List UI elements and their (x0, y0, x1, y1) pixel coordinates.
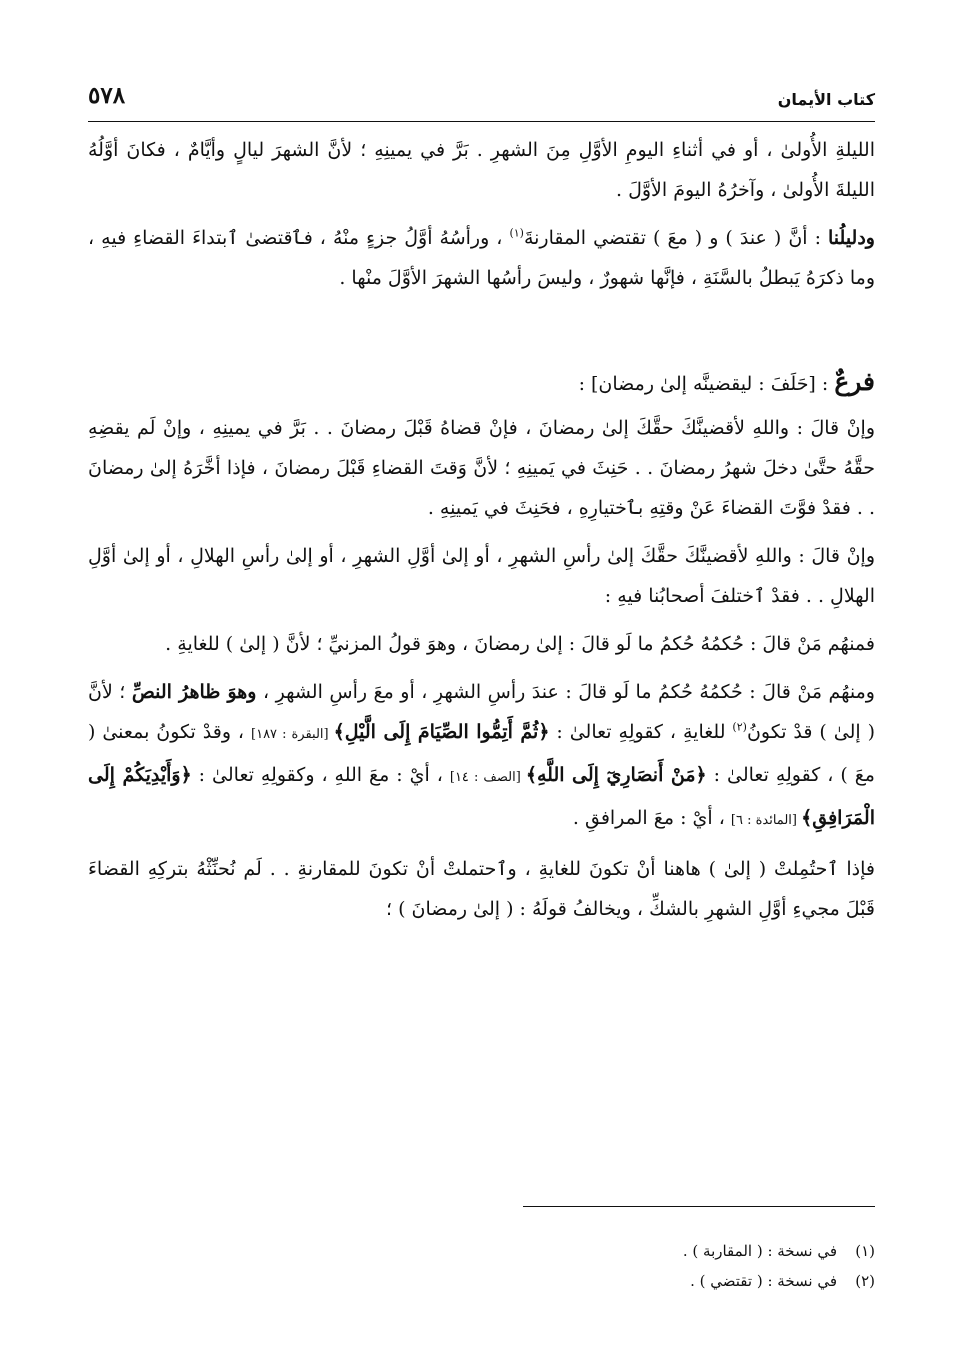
paragraph-2-text-b: ، ورأسُهُ أوَّلُ جزءٍ منْهُ ، فٱقتضىٰ ٱبتداءَ القضاءِ فيهِ ، وما ذكرَهُ يَبطلُ بالسَّنَةِ ، فإنَّها شهورٌ ، وليسَ رأسُها الشهرَ الأوَّلَ منْها . (88, 227, 875, 289)
quran-ref-1: [البقرة : ١٨٧] (251, 727, 334, 742)
paragraph-1: الليلةِ الأُولىٰ ، أو في أثناءِ اليومِ الأوَّلِ مِنَ الشهرِ . بَرَّ في يمينِهِ ؛ لأنَّ الشهرَ ليالٍ وأيَّامٌ ، فكانَ أوَّلُهُ الليلةَ الأُولىٰ ، وآخرُهُ اليومَ الأوَّلَ . (88, 139, 875, 201)
paragraph-6 (88, 672, 875, 841)
section-heading (88, 362, 875, 404)
p6-text-e: ، أيْ : معَ اللهِ ، وكقولِهِ تعالىٰ : (191, 764, 450, 786)
quran-verse-2: ﴿مَنْ أَنصَارِيٓ إِلَى اللَّهِ﴾ (525, 764, 707, 786)
page-number: ٥٧٨ (88, 82, 126, 109)
paragraph-2 (88, 218, 875, 298)
footnotes (88, 1236, 875, 1296)
p6-text-a: ومنهُم مَنْ قالَ : حُكمُهُ حُكمُ ما لَو قالَ : عندَ رأسِ الشهرِ ، أو معَ رأسِ الشهرِ ، (256, 681, 875, 703)
page-header (88, 82, 875, 118)
footnote-2-number: (٢) (855, 1272, 875, 1290)
quran-ref-3: [المائدة : ٦] (730, 813, 802, 828)
p6-text-d: ، وقدْ تكونُ بمعنىٰ ( معَ ) ، كقولِهِ تعالىٰ : (88, 721, 875, 786)
footnote-rule (523, 1206, 875, 1207)
p6-text-f: ، أيْ : معَ المرافقِ . (572, 807, 731, 829)
header-rule (88, 121, 875, 122)
quran-verse-3: ﴿وَأَيْدِيَكُمْ إِلَى الْمَرَافِقِ﴾ (88, 764, 875, 829)
p6-text-b: ؛ لأنَّ ( إلىٰ ) قدْ تكونُ (88, 681, 876, 743)
paragraph-2-text-a: : أنَّ ( عندَ ) و ( معَ ) تقتضي المقارنةَ (523, 227, 829, 249)
p6-text-c: للغايةِ ، كقولِهِ تعالىٰ : (549, 721, 733, 743)
quran-verse-1: ﴿ثُمَّ أَتِمُّوا الصِّيَامَ إِلَى الَّيْلِ﴾ (333, 721, 550, 743)
quran-ref-2: [الصف : ١٤] (449, 770, 526, 785)
p6-bold-a: وهوَ ظاهرُ النصِّ (131, 681, 257, 703)
footnote-1-number: (١) (855, 1242, 875, 1260)
paragraph-5: فمنهُم مَنْ قالَ : حُكمُهُ حُكمُ ما لَو قالَ : إلىٰ رمضانَ ، وهوَ قولُ المزنيِّ ؛ لأنَّ ( إلىٰ ) للغايةِ . (165, 633, 875, 655)
footnote-2-text: في نسخة : ( تقتضي ) . (690, 1272, 837, 1290)
footnote-marker-1: (١) (509, 226, 524, 240)
running-title: كتاب الأيمان (777, 90, 875, 109)
footnote-marker-2: (٢) (732, 720, 747, 734)
heading-title: : [حَلَفَ : ليقضينَّه إلىٰ رمضان] : (578, 373, 835, 395)
paragraph-7: فإذا ٱحتُمِلتْ ( إلىٰ ) هاهنا أنْ تكونَ للغايةِ ، وٱحتملتْ أنْ تكونَ للمقارنةِ . . لَم نُحنِّثْهُ بتركِهِ القضاءَ قَبْلَ مجيءِ أوَّلِ الشهرِ بالشكِّ ، ويخالفُ قولَهُ : ( إلىٰ رمضانَ ) ؛ (88, 858, 875, 920)
main-text (88, 130, 875, 929)
footnote-1 (88, 1236, 875, 1266)
footnote-1-text: في نسخة : ( المقاربة ) . (682, 1242, 837, 1260)
paragraph-4: وإنْ قالَ : واللهِ لأقضينَّكَ حقَّكَ إلىٰ رأسِ الشهرِ ، أو إلىٰ أوَّلِ الشهرِ ، أو إلىٰ رأسِ الهلالِ ، أو إلىٰ أوَّلِ الهلالِ . . فقدْ ٱختلفَ أصحابُنا فيهِ : (88, 545, 875, 607)
paragraph-3: وإنْ قالَ : واللهِ لأقضينَّكَ حقَّكَ إلىٰ رمضانَ ، فإنْ قضاهُ قَبْلَ رمضانَ . . بَرَّ في يمينِهِ ، وإنْ لَم يقضِهِ حقَّهُ حتَّىٰ دخلَ شهرُ رمضانَ . . حَنِثَ في يَمينِهِ ؛ لأنَّ وَقتَ القضاءِ قَبْلَ رمضانَ ، فإذا أخَّرَهُ إلىٰ رمضانَ . . فقدْ فوَّتَ القضاءَ عَنْ وقتِهِ بٱختيارِهِ ، فحَنِثَ في يَمينِهِ . (88, 417, 875, 519)
paragraph-2-lead: ودليلُنا (828, 227, 875, 249)
footnote-2 (88, 1266, 875, 1296)
heading-label: فرعٌ (834, 367, 875, 396)
